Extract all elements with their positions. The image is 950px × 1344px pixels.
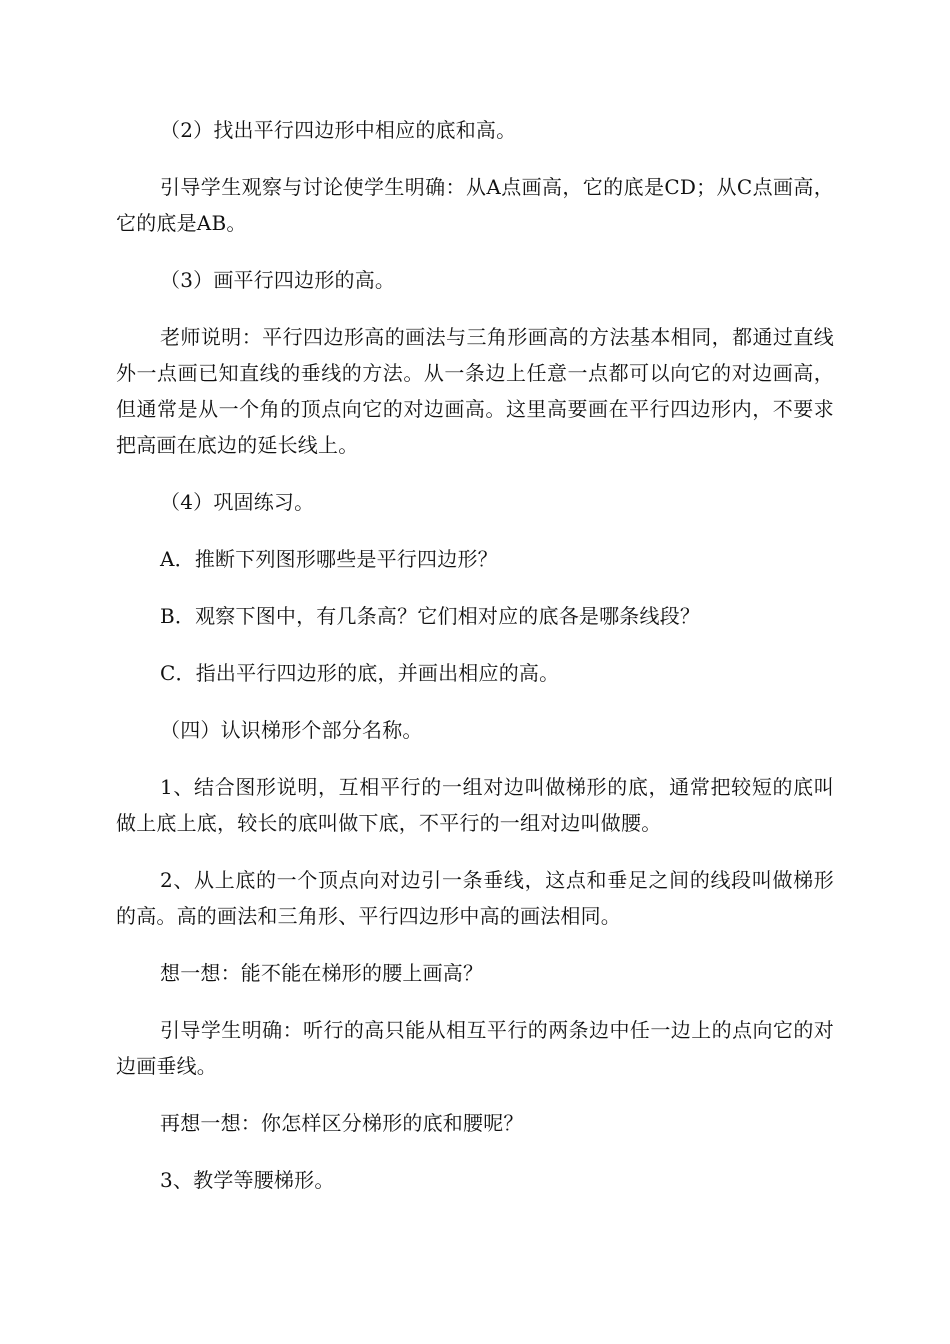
paragraph-think-again: 再想一想：你怎样区分梯形的底和腰呢？	[160, 1111, 524, 1135]
paragraph-think-question: 想一想：能不能在梯形的腰上画高？	[160, 961, 484, 985]
paragraph-guide-observation: 引导学生观察与讨论使学生明确：从A点画高，它的底是CD；从C点画高，它的底是AB。	[116, 175, 834, 235]
paragraph-practice-heading: （4）巩固练习。	[160, 490, 315, 514]
paragraph-isosceles-trapezoid: 3、教学等腰梯形。	[160, 1168, 335, 1192]
paragraph-trapezoid-height: 2、从上底的一个顶点向对边引一条垂线，这点和垂足之间的线段叫做梯形的高。高的画法和三角形、平行四边形中高的画法相同。	[116, 868, 834, 928]
paragraph-guide-clarify: 引导学生明确：听行的高只能从相互平行的两条边中任一边上的点向它的对边画垂线。	[116, 1018, 834, 1078]
paragraph-draw-height-heading: （3）画平行四边形的高。	[160, 268, 396, 292]
paragraph-find-base-height: （2）找出平行四边形中相应的底和高。	[160, 118, 517, 142]
paragraph-trapezoid-base-leg: 1、结合图形说明，互相平行的一组对边叫做梯形的底，通常把较短的底叫做上底上底，较长的底叫做下底，不平行的一组对边叫做腰。	[116, 775, 834, 835]
document-body	[116, 112, 834, 1219]
paragraph-practice-b: B．观察下图中，有几条高？它们相对应的底各是哪条线段？	[160, 604, 701, 628]
paragraph-teacher-explanation: 老师说明：平行四边形高的画法与三角形画高的方法基本相同，都通过直线外一点画已知直线的垂线的方法。从一条边上任意一点都可以向它的对边画高，但通常是从一个角的顶点向它的对边画高。这里高要画在平行四边形内，不要求把高画在底边的延长线上。	[116, 325, 834, 457]
paragraph-trapezoid-heading: （四）认识梯形个部分名称。	[160, 718, 423, 742]
paragraph-practice-a: A．推断下列图形哪些是平行四边形？	[160, 547, 498, 571]
paragraph-practice-c: C．指出平行四边形的底，并画出相应的高。	[160, 661, 560, 685]
